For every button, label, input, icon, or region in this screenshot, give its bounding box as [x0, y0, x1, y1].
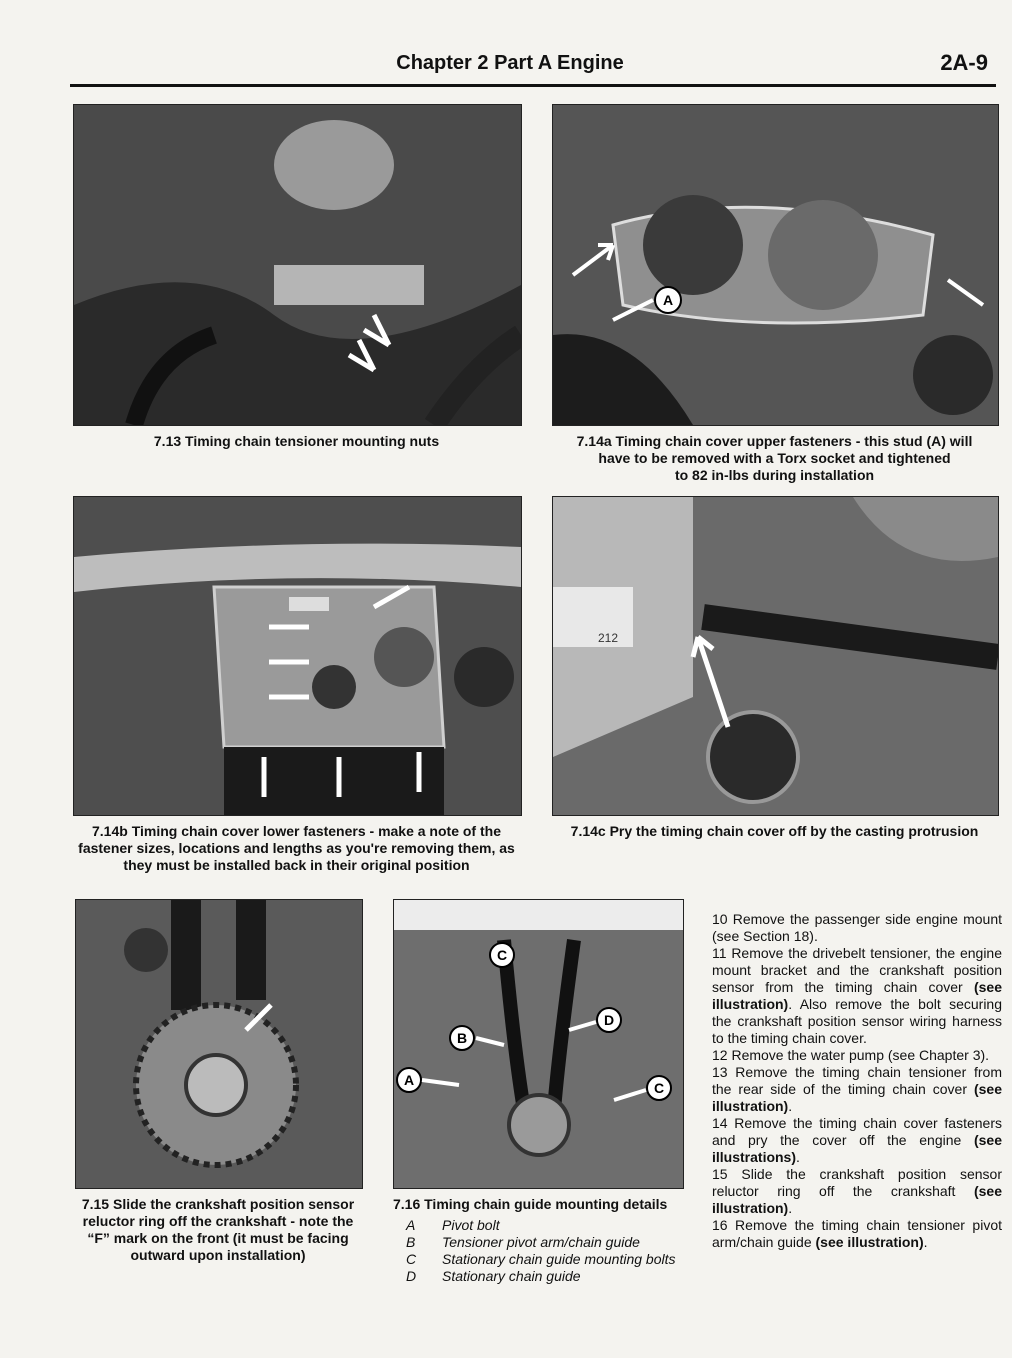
legend-letter: C	[406, 1251, 417, 1267]
photo-7-14a-illustration	[553, 105, 998, 425]
photo-7-14a	[552, 104, 999, 426]
photo-7-14c	[552, 496, 999, 816]
photo-7-14c-illustration	[553, 497, 998, 815]
step-14: 14 Remove the timing chain cover fasteners and pry the cover off the engine (see illustrations).	[712, 1115, 1002, 1165]
callout-c2-label: C	[653, 1080, 665, 1096]
callout-a-label: A	[662, 292, 674, 308]
header-rule	[70, 84, 996, 87]
sticker-number: 212	[597, 631, 619, 645]
photo-7-14b	[73, 496, 522, 816]
step-12: 12 Remove the water pump (see Chapter 3).	[712, 1047, 990, 1063]
caption-7-14b: 7.14b Timing chain cover lower fasteners - make a note of the fastener sizes, locations and lengths as you're removing them, as they must be installed back in their original position	[78, 823, 515, 873]
legend-row	[398, 1217, 698, 1234]
legend-letter: D	[406, 1268, 417, 1284]
photo-7-16-illustration	[394, 900, 683, 1188]
callout-a-label: A	[403, 1072, 415, 1088]
step-10: 10 Remove the passenger side engine mount (see Section 18).	[712, 911, 1002, 944]
caption-7-16: 7.16 Timing chain guide mounting details	[393, 1196, 668, 1212]
callout-b-label: B	[456, 1030, 468, 1046]
legend-letter: B	[406, 1234, 416, 1250]
photo-7-16	[393, 899, 684, 1189]
step-11: 11 Remove the drivebelt tensioner, the engine mount bracket and the crankshaft position sensor from the timing chain cover (see illustration). Also remove the bolt securing the crankshaft position sensor wiring harness to the timing chain cover.	[712, 945, 1002, 1046]
photo-7-15	[75, 899, 363, 1189]
caption-7-14a: 7.14a Timing chain cover upper fasteners - this stud (A) will have to be removed with a Torx socket and tightened to 82 in-lbs during installation	[576, 433, 973, 483]
legend-row	[398, 1268, 698, 1285]
photo-7-13-illustration	[74, 105, 521, 425]
caption-7-14c: 7.14c Pry the timing chain cover off by the casting protrusion	[570, 823, 979, 839]
callout-c-label: C	[496, 947, 508, 963]
procedure-text	[712, 911, 1002, 1251]
figure-legend	[398, 1217, 698, 1285]
page-number: 2A-9	[940, 50, 988, 75]
step-16: 16 Remove the timing chain tensioner pivot arm/chain guide (see illustration).	[712, 1217, 1002, 1250]
legend-text: Stationary chain guide mounting bolts	[442, 1251, 676, 1267]
vin-sticker	[553, 587, 633, 647]
caption-7-13: 7.13 Timing chain tensioner mounting nuts	[153, 433, 440, 449]
photo-7-15-illustration	[76, 900, 362, 1188]
chapter-title: Chapter 2 Part A Engine	[396, 52, 624, 74]
legend-text: Tensioner pivot arm/chain guide	[442, 1234, 640, 1250]
callout-d-label: D	[603, 1012, 615, 1028]
caption-7-15: 7.15 Slide the crankshaft position sensor reluctor ring off the crankshaft - note the “F” mark on the front (it must be facing outward upon installation)	[81, 1196, 355, 1263]
legend-text: Pivot bolt	[442, 1217, 500, 1233]
photo-7-13	[73, 104, 522, 426]
legend-letter: A	[406, 1217, 416, 1233]
photo-7-14b-illustration	[74, 497, 521, 815]
legend-text: Stationary chain guide	[442, 1268, 581, 1284]
step-15: 15 Slide the crankshaft position sensor reluctor ring off the crankshaft (see illustration).	[712, 1166, 1002, 1216]
legend-row	[398, 1251, 698, 1268]
legend-row	[398, 1234, 698, 1251]
step-13: 13 Remove the timing chain tensioner from the rear side of the timing chain cover (see illustration).	[712, 1064, 1002, 1114]
